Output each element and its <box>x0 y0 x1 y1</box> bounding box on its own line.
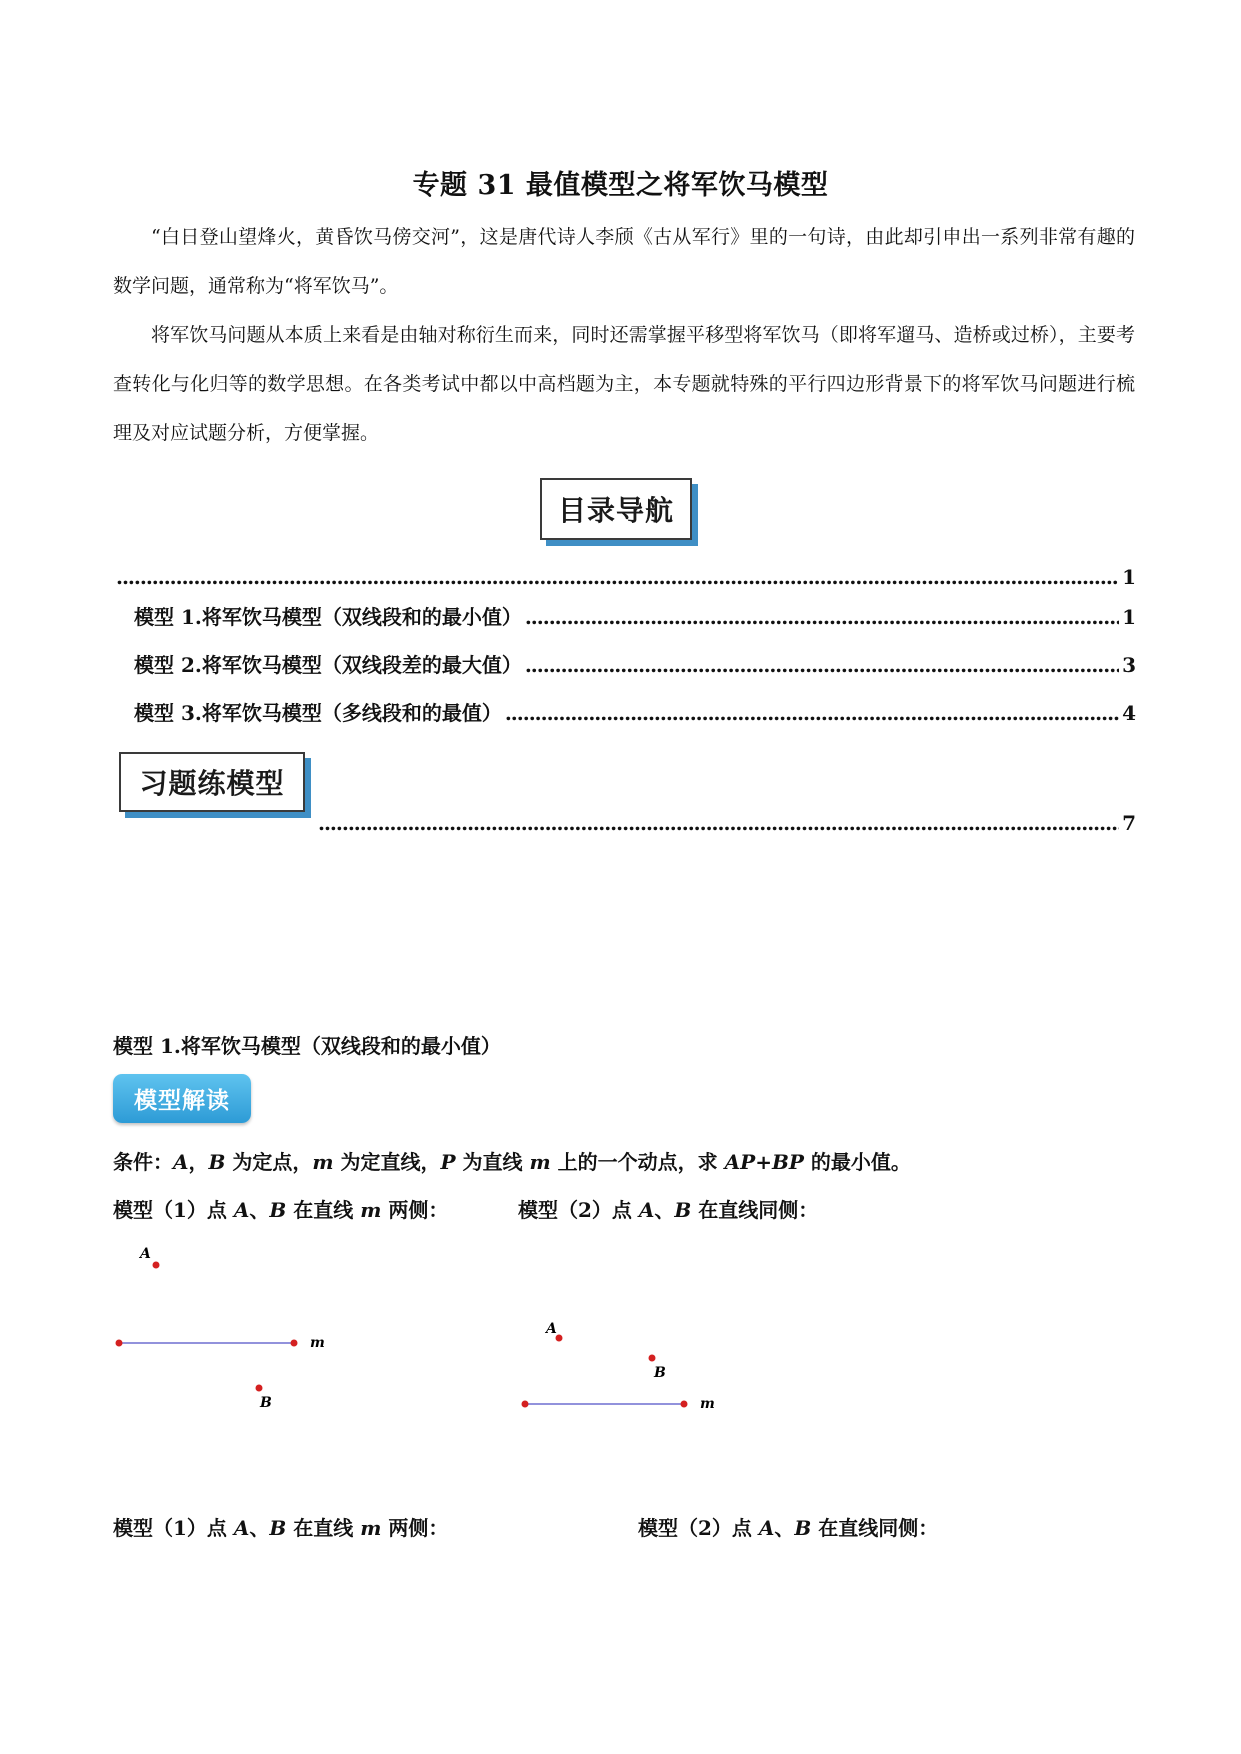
model-interpretation-badge <box>113 1074 251 1123</box>
var-a: A <box>173 1150 189 1174</box>
figure-model-1 <box>100 1240 360 1420</box>
label-text: 在直线同侧： <box>691 1198 819 1222</box>
var-p: P <box>440 1150 456 1174</box>
var-a: A <box>758 1516 775 1540</box>
label-a: A <box>546 1321 557 1337</box>
label-sep: 、 <box>654 1198 675 1222</box>
model-2-label <box>518 1194 818 1223</box>
label-b: B <box>260 1395 272 1411</box>
line-endpoint <box>522 1401 529 1408</box>
toc-page: 1 <box>1122 565 1136 589</box>
label-text: 在直线 <box>286 1516 361 1540</box>
toc-item-label: 模型 3.将军饮马模型（多线段和的最值） <box>134 701 502 725</box>
label-text: 模型（1）点 <box>113 1516 234 1540</box>
badge-label: 模型解读 <box>134 1088 230 1114</box>
point-a <box>153 1262 160 1269</box>
label-text: 模型（1）点 <box>113 1198 234 1222</box>
condition-text-1: 为定点， <box>225 1150 313 1174</box>
toc-leader <box>318 811 1119 835</box>
var-a: A <box>233 1198 250 1222</box>
table-of-contents <box>116 565 1136 727</box>
model-2-label-repeat <box>638 1512 938 1541</box>
var-m: m <box>312 1150 334 1174</box>
label-text: 模型（2）点 <box>518 1198 639 1222</box>
condition-text-2: 为定直线， <box>333 1150 441 1174</box>
point-b <box>256 1385 263 1392</box>
toc-row-model-1[interactable] <box>134 601 1136 631</box>
condition-prefix: 条件： <box>113 1150 173 1174</box>
condition-text-3: 为直线 <box>455 1150 530 1174</box>
toc-row-practice[interactable] <box>318 811 1136 841</box>
var-m: m <box>360 1516 382 1540</box>
label-text: 两侧： <box>381 1198 449 1222</box>
model-1-label-repeat <box>113 1512 448 1541</box>
label-m: m <box>700 1396 715 1412</box>
toc-page: 3 <box>1122 653 1136 677</box>
label-text: 在直线同侧： <box>811 1516 939 1540</box>
toc-row-model-3[interactable] <box>134 697 1136 727</box>
toc-title: 目录导航 <box>557 494 674 527</box>
expr-ap-bp: AP+BP <box>724 1150 804 1174</box>
line-endpoint <box>681 1401 688 1408</box>
var-b: B <box>269 1198 287 1222</box>
var-m: m <box>360 1198 382 1222</box>
toc-page: 7 <box>1122 811 1136 835</box>
toc-leader <box>525 653 1119 677</box>
label-text: 模型（2）点 <box>638 1516 759 1540</box>
var-b: B <box>208 1150 226 1174</box>
label-text: 在直线 <box>286 1198 361 1222</box>
toc-leader <box>116 565 1119 589</box>
practice-title: 习题练模型 <box>139 767 285 800</box>
var-m: m <box>529 1150 551 1174</box>
toc-page: 1 <box>1122 605 1136 629</box>
intro-text <box>113 213 1135 458</box>
practice-title-box <box>119 752 305 812</box>
condition-comma: ， <box>188 1150 209 1174</box>
label-m: m <box>310 1335 325 1351</box>
toc-page: 4 <box>1122 701 1136 725</box>
point-b <box>649 1355 656 1362</box>
line-endpoint <box>116 1340 123 1347</box>
condition-text-4: 上的一个动点，求 <box>550 1150 725 1174</box>
toc-leader <box>505 701 1119 725</box>
section-heading: 模型 1.将军饮马模型（双线段和的最小值） <box>113 1034 501 1058</box>
page-title: 专题 31 最值模型之将军饮马模型 <box>412 170 829 201</box>
var-b: B <box>794 1516 812 1540</box>
label-sep: 、 <box>249 1198 270 1222</box>
toc-row-model-2[interactable] <box>134 649 1136 679</box>
var-a: A <box>638 1198 655 1222</box>
condition-text-5: 的最小值。 <box>803 1150 911 1174</box>
toc-row-main[interactable] <box>116 565 1136 595</box>
figure-model-2 <box>510 1310 750 1430</box>
label-sep: 、 <box>249 1516 270 1540</box>
intro-paragraph-1: “白日登山望烽火，黄昏饮马傍交河”，这是唐代诗人李颀《古从军行》里的一句诗，由此却引申出一系列非常有趣的数学问题，通常称为“将军饮马”。 <box>113 226 1135 297</box>
toc-leader <box>525 605 1119 629</box>
intro-paragraph-2: 将军饮马问题从本质上来看是由轴对称衍生而来，同时还需掌握平移型将军饮马（即将军遛马、造桥或过桥），主要考查转化与化归等的数学思想。在各类考试中都以中高档题为主，本专题就特殊的平行四边形背景下的将军饮马问题进行梳理及对应试题分析，方便掌握。 <box>113 324 1135 444</box>
toc-item-label: 模型 1.将军饮马模型（双线段和的最小值） <box>134 605 522 629</box>
toc-title-box <box>540 478 692 540</box>
label-text: 两侧： <box>381 1516 449 1540</box>
var-b: B <box>269 1516 287 1540</box>
toc-item-label: 模型 2.将军饮马模型（双线段差的最大值） <box>134 653 522 677</box>
model-1-label <box>113 1194 448 1223</box>
condition-text <box>113 1146 911 1175</box>
label-sep: 、 <box>774 1516 795 1540</box>
var-b: B <box>674 1198 692 1222</box>
var-a: A <box>233 1516 250 1540</box>
label-a: A <box>140 1246 151 1262</box>
label-b: B <box>654 1365 666 1381</box>
line-endpoint <box>291 1340 298 1347</box>
